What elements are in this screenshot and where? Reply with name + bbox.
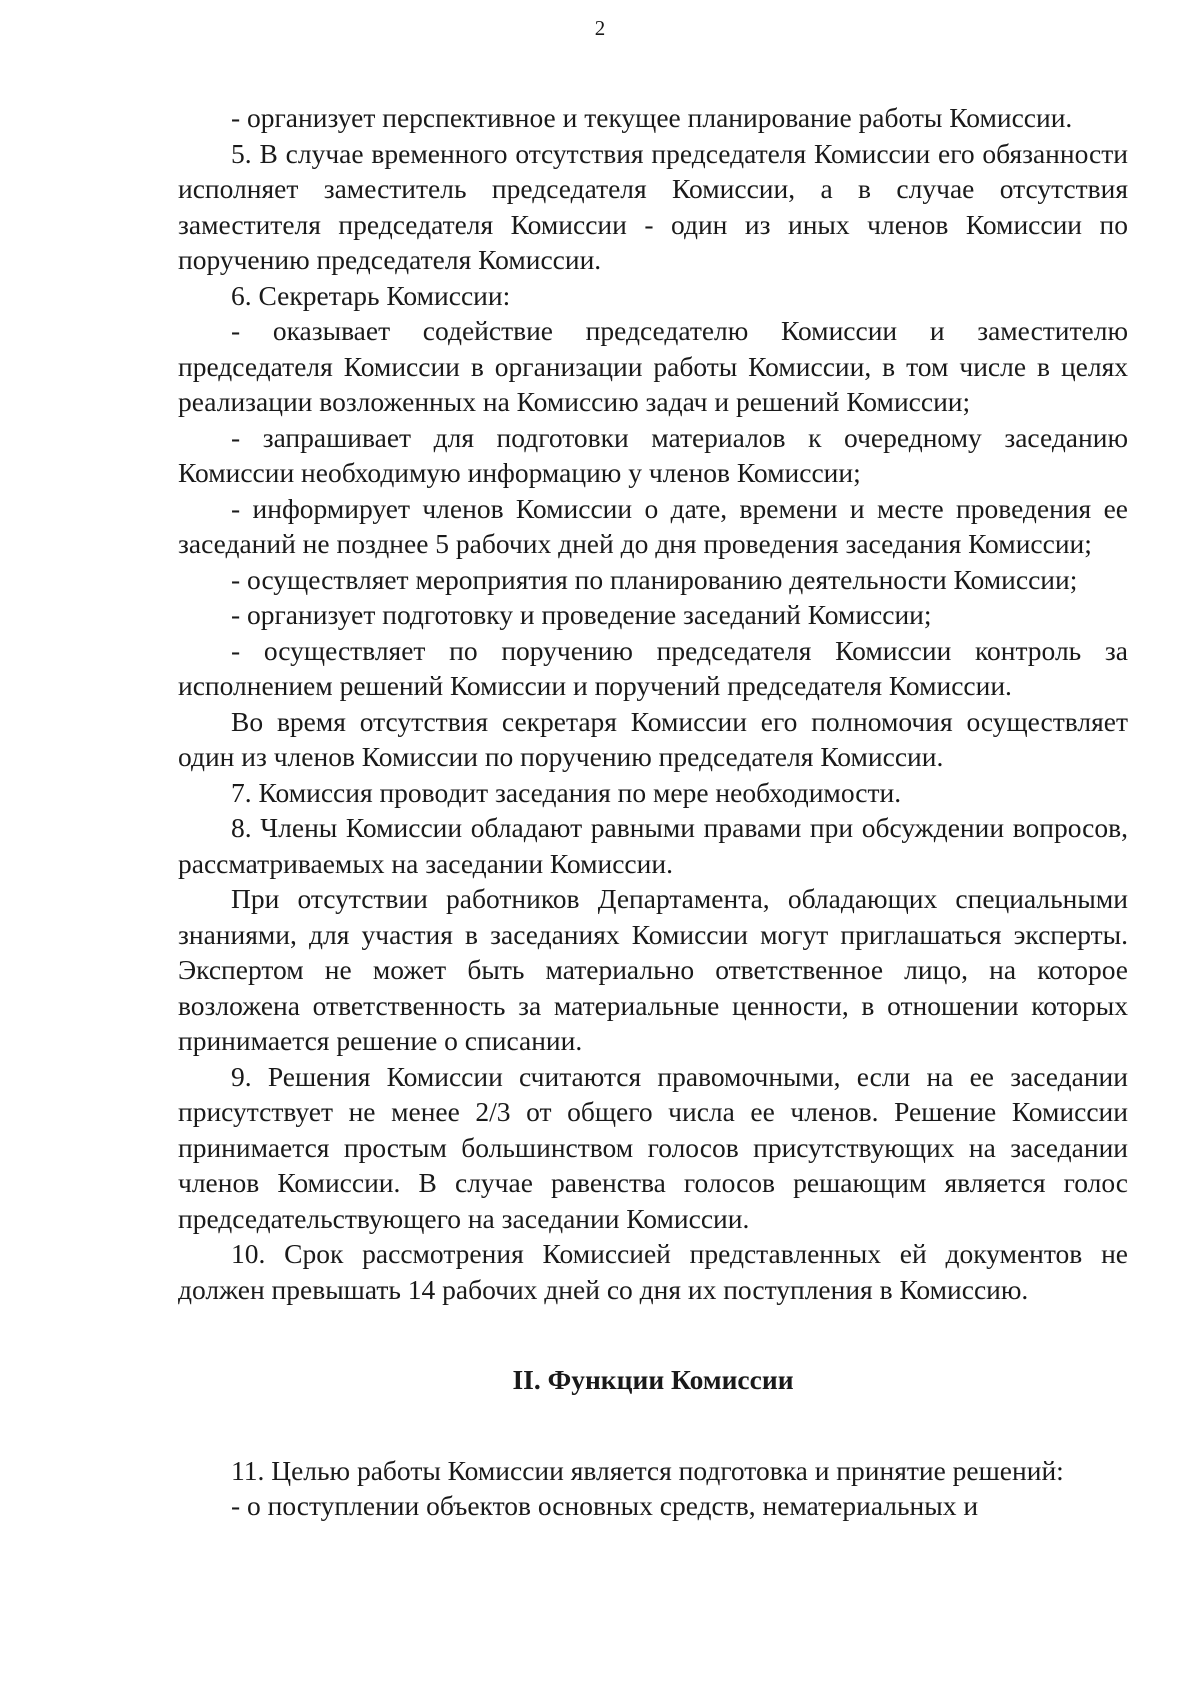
paragraph: 11. Целью работы Комиссии является подготовка и принятие решений: xyxy=(231,1454,1064,1486)
paragraph: 8. Члены Комиссии обладают равными правами при обсуждении вопросов, рассматриваемых на заседании Комиссии. xyxy=(178,812,1128,879)
paragraph: - осуществляет по поручению председателя Комиссии контроль за исполнением решений Комиссии и поручений председателя Комиссии. xyxy=(178,634,1128,701)
paragraph: 10. Срок рассмотрения Комиссией представленных ей документов не должен превышать 14 рабочих дней со дня их поступления в Комиссию. xyxy=(178,1238,1128,1305)
paragraph: - осуществляет мероприятия по планированию деятельности Комиссии; xyxy=(231,563,1078,595)
paragraph: 5. В случае временного отсутствия председателя Комиссии его обязанности исполняет заместитель председателя Комиссии, а в случае отсутствия заместителя председателя Комиссии - один из иных членов Комиссии по поручению председателя Комиссии. xyxy=(178,137,1128,275)
paragraph: 7. Комиссия проводит заседания по мере необходимости. xyxy=(231,776,902,808)
paragraph: 9. Решения Комиссии считаются правомочными, если на ее заседании присутствует не менее 2/3 от общего числа ее членов. Решение Комиссии принимается простым большинством голосов присутствующих на заседании членов Комиссии. В случае равенства голосов решающим является голос председательствующего на заседании Комиссии. xyxy=(178,1060,1128,1234)
paragraph: - организует подготовку и проведение заседаний Комиссии; xyxy=(231,599,932,630)
paragraph: - организует перспективное и текущее планирование работы Комиссии. xyxy=(231,102,1073,133)
section-heading: II. Функции Комиссии xyxy=(512,1364,794,1395)
document-body xyxy=(178,100,1128,1524)
paragraph: Во время отсутствия секретаря Комиссии его полномочия осуществляет один из членов Комиссии по поручению председателя Комиссии. xyxy=(178,705,1128,772)
page-number: 2 xyxy=(594,16,606,40)
paragraph: 6. Секретарь Комиссии: xyxy=(231,279,511,311)
paragraph: - запрашивает для подготовки материалов к очередному заседанию Комиссии необходимую информацию у членов Комиссии; xyxy=(178,421,1128,488)
paragraph: - о поступлении объектов основных средств, нематериальных и xyxy=(231,1490,979,1521)
paragraph: При отсутствии работников Департамента, обладающих специальными знаниями, для участия в заседаниях Комиссии могут приглашаться эксперты. Экспертом не может быть материально ответственное лицо, на которое возложена ответственность за материальные ценности, в отношении которых принимается решение о списании. xyxy=(178,883,1128,1056)
paragraph: - оказывает содействие председателю Комиссии и заместителю председателя Комиссии в организации работы Комиссии, в том числе в целях реализации возложенных на Комиссию задач и решений Комиссии; xyxy=(178,315,1128,417)
paragraph: - информирует членов Комиссии о дате, времени и месте проведения ее заседаний не позднее 5 рабочих дней до дня проведения заседания Комиссии; xyxy=(178,492,1128,559)
